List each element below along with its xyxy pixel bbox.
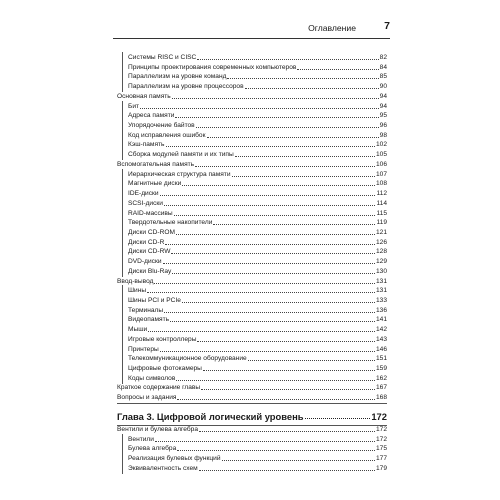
dot-leader bbox=[176, 380, 375, 381]
toc-entry bbox=[117, 434, 387, 444]
toc-entry bbox=[117, 237, 387, 247]
toc-entry-page: 115 bbox=[376, 209, 387, 217]
toc-entry-page: 162 bbox=[375, 374, 387, 382]
toc-entry-page: 108 bbox=[375, 180, 387, 188]
toc-entry bbox=[117, 91, 387, 101]
toc-entry bbox=[117, 81, 387, 91]
dot-leader bbox=[213, 224, 375, 225]
toc-entry bbox=[117, 139, 387, 149]
toc-entry-title: Принципы проектирования современных компьютеров bbox=[128, 63, 297, 71]
dot-leader bbox=[166, 146, 375, 147]
toc-entry bbox=[117, 71, 387, 81]
dot-leader bbox=[170, 321, 375, 322]
toc-entry-title: Видеопамять bbox=[128, 316, 170, 324]
toc-entry-page: 133 bbox=[375, 297, 387, 304]
toc-entry-title: Шины bbox=[128, 287, 147, 295]
toc-entry-page: 175 bbox=[375, 445, 387, 453]
dot-leader bbox=[175, 117, 378, 118]
dot-leader bbox=[199, 431, 375, 432]
toc-entry bbox=[117, 285, 387, 295]
dot-leader bbox=[232, 176, 375, 177]
section-rule bbox=[117, 403, 387, 404]
toc-entry-page: 168 bbox=[375, 394, 387, 402]
toc-entry-title: Диски CD-R bbox=[128, 238, 165, 246]
toc-entry bbox=[117, 443, 387, 453]
dot-leader bbox=[160, 195, 376, 196]
toc-entry bbox=[117, 101, 387, 111]
dot-leader bbox=[147, 292, 375, 293]
dot-leader bbox=[195, 166, 375, 167]
toc-entry bbox=[117, 178, 387, 188]
toc-entry-title: Системы RISC и CISC bbox=[128, 54, 197, 61]
toc-entry bbox=[117, 52, 387, 62]
toc-entry-title: Вентили и булева алгебра bbox=[117, 426, 198, 433]
toc-entry-title: Вспомогательная память bbox=[117, 160, 195, 168]
toc-entry-page: 172 bbox=[375, 426, 387, 433]
toc-entry-page: 98 bbox=[379, 131, 387, 139]
toc-entry bbox=[117, 246, 387, 256]
indent-rule bbox=[122, 463, 123, 474]
dot-leader bbox=[165, 244, 375, 245]
toc-entry bbox=[117, 188, 387, 198]
toc-entry-title: Телекоммуникационное оборудование bbox=[128, 355, 247, 363]
dot-leader bbox=[222, 460, 375, 461]
toc-entry bbox=[117, 120, 387, 130]
toc-entry-title: Игровые контроллеры bbox=[128, 335, 197, 343]
dot-leader bbox=[177, 399, 375, 400]
toc-entry-page: 167 bbox=[375, 384, 387, 392]
toc-entry-page: 121 bbox=[375, 228, 387, 236]
toc-entry bbox=[117, 169, 387, 179]
dot-leader bbox=[248, 360, 375, 361]
toc-entry bbox=[117, 159, 387, 169]
dot-leader bbox=[140, 108, 379, 109]
dot-leader bbox=[174, 215, 376, 216]
toc-entry-title: Мыши bbox=[128, 326, 148, 334]
dot-leader bbox=[176, 234, 375, 235]
toc-entry-title: Вентили bbox=[128, 435, 154, 443]
toc-entry-title: IDE-диски bbox=[128, 190, 159, 198]
dot-leader bbox=[177, 450, 375, 451]
toc-entry-page: 85 bbox=[379, 73, 387, 81]
toc-entry-title: RAID-массивы bbox=[128, 209, 173, 217]
dot-leader bbox=[227, 78, 378, 79]
toc-entry-title: Бит bbox=[128, 102, 140, 110]
toc-entry-title: Магнитные диски bbox=[128, 180, 182, 188]
toc-entry-page: 96 bbox=[379, 122, 387, 130]
toc-entry-page: 131 bbox=[375, 287, 387, 295]
toc-entry-page: 172 bbox=[375, 435, 387, 443]
dot-leader bbox=[245, 88, 379, 89]
toc-entry bbox=[117, 149, 387, 159]
toc-entry-page: 95 bbox=[379, 112, 387, 120]
toc-entry-title: Цифровые фотокамеры bbox=[128, 365, 202, 373]
toc-entry bbox=[117, 424, 387, 434]
toc-entry-page: 141 bbox=[375, 316, 387, 324]
dot-leader bbox=[160, 351, 375, 352]
toc-entry-page: 130 bbox=[375, 267, 387, 275]
dot-leader bbox=[171, 253, 375, 254]
toc-entry-title: Принтеры bbox=[128, 345, 159, 353]
toc-entry-title: Реализация булевых функций bbox=[128, 455, 221, 463]
toc-entry-title: Шины PCI и PCIe bbox=[128, 297, 181, 304]
dot-leader bbox=[182, 185, 375, 186]
toc-entry-page: 129 bbox=[375, 258, 387, 266]
dot-leader bbox=[196, 127, 379, 128]
dot-leader bbox=[305, 418, 371, 419]
dot-leader bbox=[164, 205, 376, 206]
toc-entry bbox=[117, 382, 387, 392]
toc-entry bbox=[117, 463, 387, 473]
dot-leader bbox=[154, 283, 375, 284]
toc-entry-title: Коды символов bbox=[128, 374, 176, 382]
dot-leader bbox=[182, 302, 375, 303]
toc-entry-title: Диски CD-RW bbox=[128, 248, 171, 256]
toc-entry-page: 107 bbox=[375, 170, 387, 178]
toc-entry bbox=[117, 363, 387, 373]
dot-leader bbox=[207, 137, 379, 138]
toc-entry-title: Код исправления ошибок bbox=[128, 131, 206, 139]
toc-entry bbox=[117, 334, 387, 344]
dot-leader bbox=[148, 331, 375, 332]
toc-entry-title: Параллелизм на уровне процессоров bbox=[128, 83, 244, 91]
toc-entry bbox=[117, 373, 387, 383]
dot-leader bbox=[203, 370, 375, 371]
toc-entry-page: 126 bbox=[375, 238, 387, 246]
toc-entry bbox=[117, 314, 387, 324]
toc-entry bbox=[117, 266, 387, 276]
toc-entry-page: 82 bbox=[379, 54, 387, 61]
toc-entry-title: DVD-диски bbox=[128, 258, 162, 266]
dot-leader bbox=[172, 273, 375, 274]
chapter-heading bbox=[117, 408, 387, 422]
toc-entry bbox=[117, 324, 387, 334]
chapter-page: 172 bbox=[371, 411, 387, 422]
toc-entry-page: 143 bbox=[375, 335, 387, 343]
dot-leader bbox=[172, 98, 379, 99]
toc-entry-page: 136 bbox=[375, 306, 387, 314]
dot-leader bbox=[163, 263, 375, 264]
toc-entry bbox=[117, 256, 387, 266]
toc-entry-title: Булева алгебра bbox=[128, 445, 177, 453]
toc-entry-title: Параллелизм на уровне команд bbox=[128, 73, 227, 81]
toc-entry-title: Иерархическая структура памяти bbox=[128, 170, 231, 178]
toc-entry bbox=[117, 62, 387, 72]
toc-entry-page: 106 bbox=[375, 160, 387, 168]
toc-entry-title: SCSI-диски bbox=[128, 199, 163, 207]
toc-entry bbox=[117, 392, 387, 402]
toc-entry-page: 94 bbox=[379, 102, 387, 110]
toc-entry-page: 114 bbox=[376, 199, 387, 207]
toc-entry-page: 179 bbox=[375, 464, 387, 472]
toc-entry bbox=[117, 295, 387, 305]
header-title: Оглавление bbox=[308, 23, 356, 33]
toc-entry-page: 131 bbox=[375, 277, 387, 285]
dot-leader bbox=[297, 69, 378, 70]
header-page-number: 7 bbox=[384, 20, 390, 32]
toc-entry bbox=[117, 227, 387, 237]
toc-entry-page: 128 bbox=[375, 248, 387, 256]
toc-entry-title: Краткое содержание главы bbox=[117, 384, 201, 392]
toc-entry-page: 146 bbox=[375, 345, 387, 353]
chapter-title: Глава 3. Цифровой логический уровень bbox=[117, 411, 304, 422]
toc-entry-page: 119 bbox=[376, 219, 387, 227]
toc-entry-title: Адреса памяти bbox=[128, 112, 175, 120]
dot-leader bbox=[197, 59, 378, 60]
toc-entry bbox=[117, 217, 387, 227]
toc-entry-page: 177 bbox=[375, 455, 387, 463]
toc-entry-title: Упорядочение байтов bbox=[128, 122, 195, 130]
toc-entry-page: 159 bbox=[375, 365, 387, 373]
toc-entry bbox=[117, 276, 387, 286]
toc-entry bbox=[117, 305, 387, 315]
toc-entry-page: 105 bbox=[375, 151, 387, 159]
toc-entry-title: Твердотельные накопители bbox=[128, 219, 213, 227]
toc-entry-page: 90 bbox=[379, 83, 387, 91]
running-header bbox=[113, 20, 390, 39]
toc-entry bbox=[117, 110, 387, 120]
toc-entry-page: 142 bbox=[375, 326, 387, 334]
dot-leader bbox=[164, 312, 375, 313]
toc-entry-title: Ввод-вывод bbox=[117, 277, 154, 285]
toc-entry-title: Эквивалентность схем bbox=[128, 464, 198, 472]
toc-entry-title: Диски CD-ROM bbox=[128, 228, 175, 236]
toc-entry-title: Сборка модулей памяти и их типы bbox=[128, 151, 234, 159]
toc-entry-title: Диски Blu-Ray bbox=[128, 267, 172, 275]
toc-entry-title: Кэш-память bbox=[128, 141, 165, 149]
toc-entry bbox=[117, 198, 387, 208]
toc-entry-page: 151 bbox=[375, 355, 387, 363]
toc-entry bbox=[117, 453, 387, 463]
toc-entry bbox=[117, 353, 387, 363]
toc-entry-page: 102 bbox=[375, 141, 387, 149]
toc-entry-page: 94 bbox=[379, 92, 387, 100]
toc-entry-title: Вопросы и задания bbox=[117, 394, 177, 402]
toc-entry-page: 112 bbox=[376, 190, 387, 198]
dot-leader bbox=[235, 156, 375, 157]
toc-entry bbox=[117, 130, 387, 140]
dot-leader bbox=[155, 441, 375, 442]
toc-entry-page: 84 bbox=[379, 63, 387, 71]
toc-entry-title: Основная память bbox=[117, 92, 171, 100]
dot-leader bbox=[201, 389, 375, 390]
dot-leader bbox=[199, 470, 375, 471]
dot-leader bbox=[197, 341, 375, 342]
toc-entry bbox=[117, 208, 387, 218]
toc-entry bbox=[117, 344, 387, 354]
toc-entry-title: Терминалы bbox=[128, 306, 164, 314]
